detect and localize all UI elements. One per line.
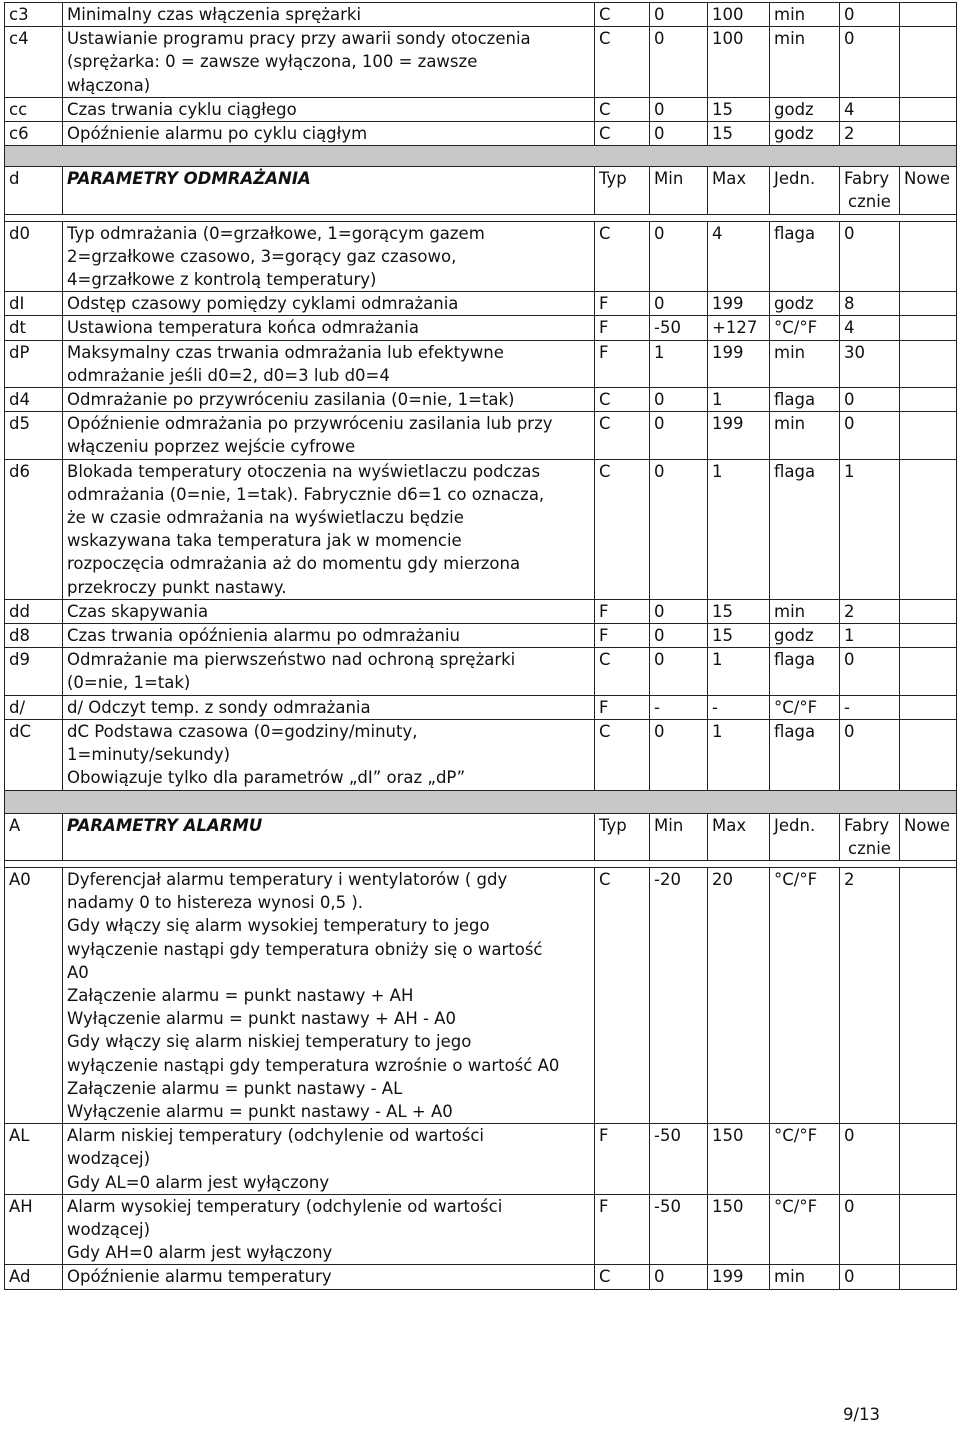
param-description xyxy=(63,695,595,719)
param-code: d9 xyxy=(5,648,63,695)
param-factory: 0 xyxy=(840,1265,900,1289)
param-code: d0 xyxy=(5,221,63,292)
description-line: przekroczy punkt nastawy. xyxy=(67,577,287,597)
param-unit: godz xyxy=(770,624,840,648)
param-min: 0 xyxy=(650,648,708,695)
param-type: F xyxy=(595,599,650,623)
table-row xyxy=(5,459,957,599)
table-row xyxy=(5,1265,957,1289)
description-line: Czas trwania opóźnienia alarmu po odmrażaniu xyxy=(67,626,461,646)
table-row xyxy=(5,27,957,98)
param-min: -50 xyxy=(650,316,708,340)
param-factory: 0 xyxy=(840,1194,900,1265)
param-type: C xyxy=(595,388,650,412)
param-max: +127 xyxy=(708,316,770,340)
param-max: 4 xyxy=(708,221,770,292)
param-type: C xyxy=(595,648,650,695)
param-unit: °C/°F xyxy=(770,1124,840,1195)
param-max: 199 xyxy=(708,412,770,459)
param-unit: flaga xyxy=(770,221,840,292)
param-description xyxy=(63,292,595,316)
param-min: 0 xyxy=(650,624,708,648)
header-spacer xyxy=(5,860,957,867)
param-code: cc xyxy=(5,97,63,121)
table-row xyxy=(5,867,957,1123)
description-line: wodzącej) xyxy=(67,1149,151,1169)
param-description xyxy=(63,221,595,292)
description-line: nadamy 0 to histereza wynosi 0,5 ). xyxy=(67,893,364,913)
param-factory: 30 xyxy=(840,340,900,387)
param-factory: 0 xyxy=(840,27,900,98)
param-description xyxy=(63,316,595,340)
param-new xyxy=(900,316,957,340)
param-code: AL xyxy=(5,1124,63,1195)
param-unit: °C/°F xyxy=(770,695,840,719)
param-description xyxy=(63,122,595,146)
description-line: odmrażanie jeśli d0=2, d0=3 lub d0=4 xyxy=(67,365,390,385)
param-factory: 1 xyxy=(840,459,900,599)
description-line: A0 xyxy=(67,962,89,982)
param-type: F xyxy=(595,316,650,340)
param-type: F xyxy=(595,292,650,316)
description-line: włączeniu poprzez wejście cyfrowe xyxy=(67,437,356,457)
description-line: Odstęp czasowy pomiędzy cyklami odmrażania xyxy=(67,294,459,314)
table-row xyxy=(5,695,957,719)
param-new xyxy=(900,221,957,292)
param-code: d4 xyxy=(5,388,63,412)
param-type: C xyxy=(595,97,650,121)
description-line: Ustawianie programu pracy przy awarii sondy otoczenia xyxy=(67,29,531,49)
description-line: Opóźnienie alarmu temperatury xyxy=(67,1267,332,1287)
param-description xyxy=(63,1194,595,1265)
param-factory: 0 xyxy=(840,221,900,292)
param-min: 0 xyxy=(650,292,708,316)
param-unit: °C/°F xyxy=(770,867,840,1123)
description-line: 4=grzałkowe z kontrolą temperatury) xyxy=(67,270,377,290)
description-line: 1=minuty/sekundy) xyxy=(67,745,231,765)
param-description xyxy=(63,719,595,790)
description-line: Minimalny czas włączenia sprężarki xyxy=(67,5,362,24)
param-min: 1 xyxy=(650,340,708,387)
param-code: dd xyxy=(5,599,63,623)
param-unit: godz xyxy=(770,292,840,316)
param-description xyxy=(63,97,595,121)
param-min: 0 xyxy=(650,459,708,599)
header-unit: Jedn. xyxy=(770,167,840,214)
param-unit: min xyxy=(770,3,840,27)
table-row xyxy=(5,412,957,459)
header-max: Max xyxy=(708,167,770,214)
param-type: C xyxy=(595,412,650,459)
description-line: Odmrażanie po przywróceniu zasilania (0=nie, 1=tak) xyxy=(67,390,515,410)
param-type: C xyxy=(595,1265,650,1289)
param-description xyxy=(63,1124,595,1195)
table-row xyxy=(5,97,957,121)
param-max: 100 xyxy=(708,27,770,98)
description-line: Gdy włączy się alarm niskiej temperatury to jego xyxy=(67,1032,472,1052)
param-unit: flaga xyxy=(770,648,840,695)
param-factory: 0 xyxy=(840,3,900,27)
param-new xyxy=(900,459,957,599)
param-min: 0 xyxy=(650,27,708,98)
param-code: d5 xyxy=(5,412,63,459)
param-max: 1 xyxy=(708,648,770,695)
param-factory: 0 xyxy=(840,1124,900,1195)
param-new xyxy=(900,695,957,719)
param-code: dI xyxy=(5,292,63,316)
table-row xyxy=(5,122,957,146)
param-unit: °C/°F xyxy=(770,316,840,340)
description-line: wskazywana taka temperatura jak w momencie xyxy=(67,531,462,551)
param-description xyxy=(63,27,595,98)
param-new xyxy=(900,122,957,146)
param-description xyxy=(63,624,595,648)
description-line: Maksymalny czas trwania odmrażania lub efektywne xyxy=(67,342,504,362)
param-max: 199 xyxy=(708,340,770,387)
description-line: (0=nie, 1=tak) xyxy=(67,673,191,693)
section-code: d xyxy=(5,167,63,214)
param-code: A0 xyxy=(5,867,63,1123)
description-line: wyłączenie nastąpi gdy temperatura obniży się o wartość xyxy=(67,939,543,959)
param-max: 150 xyxy=(708,1124,770,1195)
param-min: 0 xyxy=(650,122,708,146)
param-factory: - xyxy=(840,695,900,719)
param-max: 100 xyxy=(708,3,770,27)
param-new xyxy=(900,292,957,316)
param-max: 15 xyxy=(708,624,770,648)
param-code: c6 xyxy=(5,122,63,146)
description-line: Wyłączenie alarmu = punkt nastawy + AH - A0 xyxy=(67,1009,456,1029)
param-new xyxy=(900,1265,957,1289)
param-code: c3 xyxy=(5,3,63,27)
description-line: Dyferencjał alarmu temperatury i wentylatorów ( gdy xyxy=(67,869,508,889)
header-min: Min xyxy=(650,813,708,860)
param-factory: 4 xyxy=(840,97,900,121)
param-max: - xyxy=(708,695,770,719)
header-factory-line: Fabry xyxy=(844,815,890,835)
header-typ: Typ xyxy=(595,167,650,214)
param-new xyxy=(900,27,957,98)
param-type: C xyxy=(595,122,650,146)
header-unit: Jedn. xyxy=(770,813,840,860)
param-min: 0 xyxy=(650,388,708,412)
param-description xyxy=(63,1265,595,1289)
header-factory xyxy=(840,167,900,214)
description-line: że w czasie odmrażania na wyświetlaczu będzie xyxy=(67,508,464,528)
param-new xyxy=(900,867,957,1123)
table-row xyxy=(5,221,957,292)
param-unit: godz xyxy=(770,97,840,121)
param-min: -20 xyxy=(650,867,708,1123)
param-code: dC xyxy=(5,719,63,790)
description-line: Opóźnienie odmrażania po przywróceniu zasilania lub przy xyxy=(67,414,553,434)
table-row xyxy=(5,719,957,790)
header-max: Max xyxy=(708,813,770,860)
param-new xyxy=(900,412,957,459)
param-new xyxy=(900,624,957,648)
header-typ: Typ xyxy=(595,813,650,860)
param-factory: 4 xyxy=(840,316,900,340)
description-line: 2=grzałkowe czasowo, 3=gorący gaz czasowo, xyxy=(67,246,457,266)
table-row xyxy=(5,3,957,27)
param-max: 1 xyxy=(708,719,770,790)
parameter-table xyxy=(4,2,957,1290)
section-separator xyxy=(5,146,957,167)
param-max: 15 xyxy=(708,97,770,121)
description-line: Załączenie alarmu = punkt nastawy + AH xyxy=(67,985,414,1005)
param-type: C xyxy=(595,719,650,790)
param-factory: 1 xyxy=(840,624,900,648)
param-type: C xyxy=(595,459,650,599)
param-unit: flaga xyxy=(770,459,840,599)
table-row xyxy=(5,648,957,695)
header-factory-line: cznie xyxy=(848,192,891,212)
param-code: d/ xyxy=(5,695,63,719)
description-line: Załączenie alarmu = punkt nastawy - AL xyxy=(67,1078,403,1098)
param-max: 20 xyxy=(708,867,770,1123)
param-new xyxy=(900,388,957,412)
param-new xyxy=(900,648,957,695)
param-new xyxy=(900,599,957,623)
param-code: dt xyxy=(5,316,63,340)
table-row xyxy=(5,316,957,340)
description-line: Wyłączenie alarmu = punkt nastawy - AL + A0 xyxy=(67,1101,453,1121)
param-factory: 0 xyxy=(840,388,900,412)
param-min: 0 xyxy=(650,3,708,27)
param-type: C xyxy=(595,27,650,98)
section-separator xyxy=(5,790,957,813)
table-row xyxy=(5,624,957,648)
page-number: 9/13 xyxy=(842,1405,880,1424)
param-unit: flaga xyxy=(770,719,840,790)
header-spacer xyxy=(5,214,957,221)
param-min: 0 xyxy=(650,1265,708,1289)
description-line: odmrażania (0=nie, 1=tak). Fabrycznie d6=1 co oznacza, xyxy=(67,484,545,504)
param-description xyxy=(63,599,595,623)
description-line: Ustawiona temperatura końca odmrażania xyxy=(67,318,419,338)
param-min: - xyxy=(650,695,708,719)
param-new xyxy=(900,1194,957,1265)
header-new: Nowe xyxy=(900,813,957,860)
param-factory: 8 xyxy=(840,292,900,316)
param-type: C xyxy=(595,221,650,292)
description-line: (sprężarka: 0 = zawsze wyłączona, 100 = zawsze xyxy=(67,52,478,72)
param-max: 15 xyxy=(708,599,770,623)
param-factory: 0 xyxy=(840,719,900,790)
description-line: Czas trwania cyklu ciągłego xyxy=(67,99,297,119)
param-type: F xyxy=(595,695,650,719)
param-min: 0 xyxy=(650,412,708,459)
param-unit: °C/°F xyxy=(770,1194,840,1265)
description-line: Typ odmrażania (0=grzałkowe, 1=gorącym gazem xyxy=(67,223,485,243)
param-code: d6 xyxy=(5,459,63,599)
param-type: F xyxy=(595,624,650,648)
param-max: 1 xyxy=(708,388,770,412)
description-line: wodzącej) xyxy=(67,1219,151,1239)
param-factory: 2 xyxy=(840,122,900,146)
description-line: Odmrażanie ma pierwszeństwo nad ochroną sprężarki xyxy=(67,650,516,670)
description-line: Gdy włączy się alarm wysokiej temperatury to jego xyxy=(67,916,490,936)
table-row xyxy=(5,340,957,387)
param-code: c4 xyxy=(5,27,63,98)
description-line: Opóźnienie alarmu po cyklu ciągłym xyxy=(67,124,368,144)
description-line: Alarm wysokiej temperatury (odchylenie od wartości xyxy=(67,1196,503,1216)
header-factory xyxy=(840,813,900,860)
param-new xyxy=(900,3,957,27)
param-unit: min xyxy=(770,27,840,98)
param-new xyxy=(900,1124,957,1195)
param-new xyxy=(900,719,957,790)
param-factory: 0 xyxy=(840,648,900,695)
param-max: 199 xyxy=(708,292,770,316)
table-row xyxy=(5,1194,957,1265)
param-description xyxy=(63,648,595,695)
param-code: AH xyxy=(5,1194,63,1265)
section-header xyxy=(5,813,957,860)
section-code: A xyxy=(5,813,63,860)
param-type: F xyxy=(595,1124,650,1195)
param-min: 0 xyxy=(650,719,708,790)
description-line: d/ Odczyt temp. z sondy odmrażania xyxy=(67,697,371,717)
param-code: d8 xyxy=(5,624,63,648)
param-min: 0 xyxy=(650,221,708,292)
header-factory-line: Fabry xyxy=(844,169,890,189)
param-unit: godz xyxy=(770,122,840,146)
param-unit: min xyxy=(770,412,840,459)
param-max: 15 xyxy=(708,122,770,146)
param-type: C xyxy=(595,3,650,27)
param-unit: flaga xyxy=(770,388,840,412)
param-type: C xyxy=(595,867,650,1123)
param-code: dP xyxy=(5,340,63,387)
param-description xyxy=(63,340,595,387)
header-new: Nowe xyxy=(900,167,957,214)
param-max: 150 xyxy=(708,1194,770,1265)
param-description xyxy=(63,388,595,412)
param-description xyxy=(63,3,595,27)
table-row xyxy=(5,388,957,412)
param-factory: 2 xyxy=(840,867,900,1123)
description-line: rozpoczęcia odmrażania aż do momentu gdy mierzona xyxy=(67,554,521,574)
param-min: -50 xyxy=(650,1194,708,1265)
section-header xyxy=(5,167,957,214)
description-line: Czas skapywania xyxy=(67,601,209,621)
param-max: 1 xyxy=(708,459,770,599)
description-line: Gdy AH=0 alarm jest wyłączony xyxy=(67,1243,333,1263)
param-description xyxy=(63,459,595,599)
param-min: 0 xyxy=(650,97,708,121)
description-line: wyłączenie nastąpi gdy temperatura wzrośnie o wartość A0 xyxy=(67,1055,560,1075)
param-unit: min xyxy=(770,599,840,623)
param-new xyxy=(900,97,957,121)
param-description xyxy=(63,412,595,459)
param-min: 0 xyxy=(650,599,708,623)
section-title: PARAMETRY ODMRAŻANIA xyxy=(63,167,595,214)
table-row xyxy=(5,292,957,316)
param-description xyxy=(63,867,595,1123)
description-line: Alarm niskiej temperatury (odchylenie od wartości xyxy=(67,1126,484,1146)
param-type: F xyxy=(595,1194,650,1265)
param-type: F xyxy=(595,340,650,387)
param-factory: 0 xyxy=(840,412,900,459)
param-max: 199 xyxy=(708,1265,770,1289)
param-new xyxy=(900,340,957,387)
param-unit: min xyxy=(770,1265,840,1289)
header-min: Min xyxy=(650,167,708,214)
table-row xyxy=(5,1124,957,1195)
param-factory: 2 xyxy=(840,599,900,623)
section-title: PARAMETRY ALARMU xyxy=(63,813,595,860)
header-factory-line: cznie xyxy=(848,838,891,858)
param-unit: min xyxy=(770,340,840,387)
description-line: włączona) xyxy=(67,75,151,95)
description-line: Gdy AL=0 alarm jest wyłączony xyxy=(67,1172,330,1192)
param-code: Ad xyxy=(5,1265,63,1289)
param-min: -50 xyxy=(650,1124,708,1195)
description-line: Blokada temperatury otoczenia na wyświetlaczu podczas xyxy=(67,461,541,481)
description-line: Obowiązuje tylko dla parametrów „dI” oraz „dP” xyxy=(67,768,466,788)
table-row xyxy=(5,599,957,623)
description-line: dC Podstawa czasowa (0=godziny/minuty, xyxy=(67,721,418,741)
